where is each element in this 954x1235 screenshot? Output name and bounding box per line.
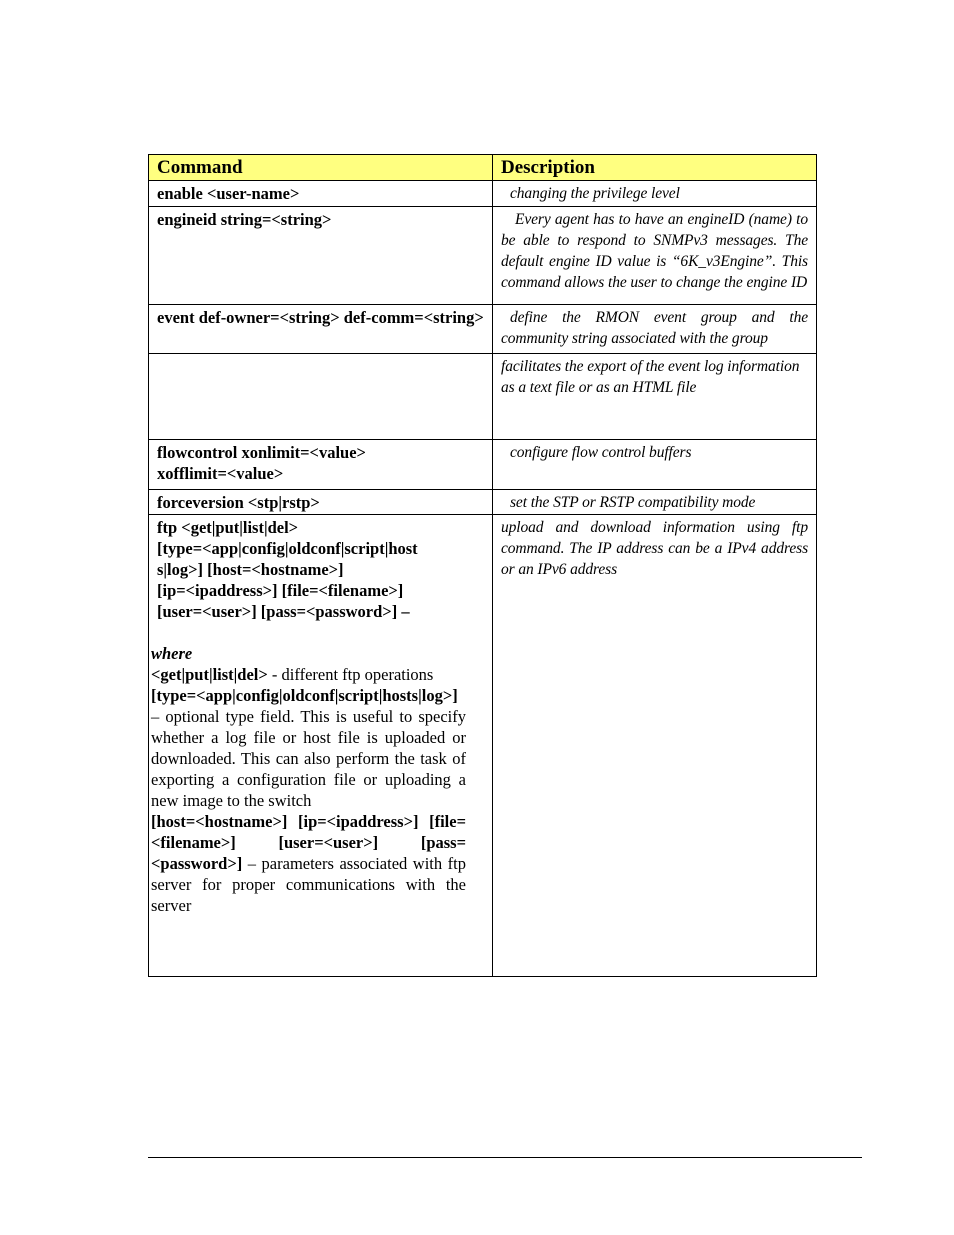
description-cell: define the RMON event group and the community string associated with the group	[501, 309, 808, 347]
command-cell: event def-owner=<string> def-comm=<string>	[157, 308, 484, 327]
ftp-type-paragraph	[151, 685, 466, 811]
description-cell: upload and download information using ftp command. The IP address can be a IPv4 address or an IPv6 address	[501, 519, 808, 578]
ftp-command-line: [ip=<ipaddress>] [file=<filename>]	[157, 581, 404, 600]
where-label: where	[151, 644, 193, 663]
description-cell: configure flow control buffers	[510, 444, 692, 461]
command-cell: enable <user-name>	[157, 184, 300, 203]
table-row	[149, 440, 817, 490]
ftp-params-paragraph	[151, 811, 466, 916]
command-cell: forceversion <stp|rstp>	[157, 493, 320, 512]
ftp-command-line: [type=<app|config|oldconf|script|host	[157, 539, 418, 558]
description-cell: set the STP or RSTP compatibility mode	[510, 494, 756, 511]
ftp-params-text: – parameters associated with ftp server for proper communications with the server	[151, 854, 466, 915]
command-table	[148, 154, 817, 977]
ftp-ops-paragraph	[151, 664, 466, 685]
table-row	[149, 181, 817, 207]
ftp-ops-head: <get|put|list|del>	[151, 665, 268, 684]
table-row-ftp	[149, 515, 817, 977]
ftp-command-line: [user=<user>] [pass=<password>] –	[157, 602, 410, 621]
header-command: Command	[149, 155, 493, 181]
table-row	[149, 305, 817, 354]
ftp-type-head: [type=<app|config|oldconf|script|hosts|log>]	[151, 686, 458, 705]
table-row	[149, 354, 817, 440]
footer-rule	[148, 1157, 862, 1158]
table-row	[149, 207, 817, 305]
ftp-explanation	[149, 643, 492, 916]
ftp-ops-text: - different ftp operations	[267, 665, 434, 684]
header-description: Description	[493, 155, 817, 181]
ftp-command	[149, 515, 492, 622]
ftp-params-head: [host=<hostname>] [ip=<ipaddress>] [file=<filename>] [user=<user>] [pass=<password>]	[151, 812, 466, 873]
description-cell: Every agent has to have an engineID (name) to be able to respond to SNMPv3 messages. The default engine ID value is “6K_v3Engine”. This command allows the user to change the engine ID	[501, 211, 808, 291]
ftp-type-text: – optional type field. This is useful to specify whether a log file or host file is uploaded or downloaded. This can also perform the task of exporting a configuration file or uploading a new image to the switch	[151, 707, 466, 810]
command-cell: engineid string=<string>	[157, 210, 332, 229]
command-cell: flowcontrol xonlimit=<value> xofflimit=<value>	[157, 443, 366, 483]
description-cell: facilitates the export of the event log information as a text file or as an HTML file	[501, 358, 800, 396]
description-cell: changing the privilege level	[510, 185, 680, 202]
table-row	[149, 490, 817, 515]
table-header-row	[149, 155, 817, 181]
command-cell	[149, 354, 492, 356]
ftp-command-line: ftp <get|put|list|del>	[157, 518, 299, 537]
ftp-command-line: s|log>] [host=<hostname>]	[157, 560, 344, 579]
